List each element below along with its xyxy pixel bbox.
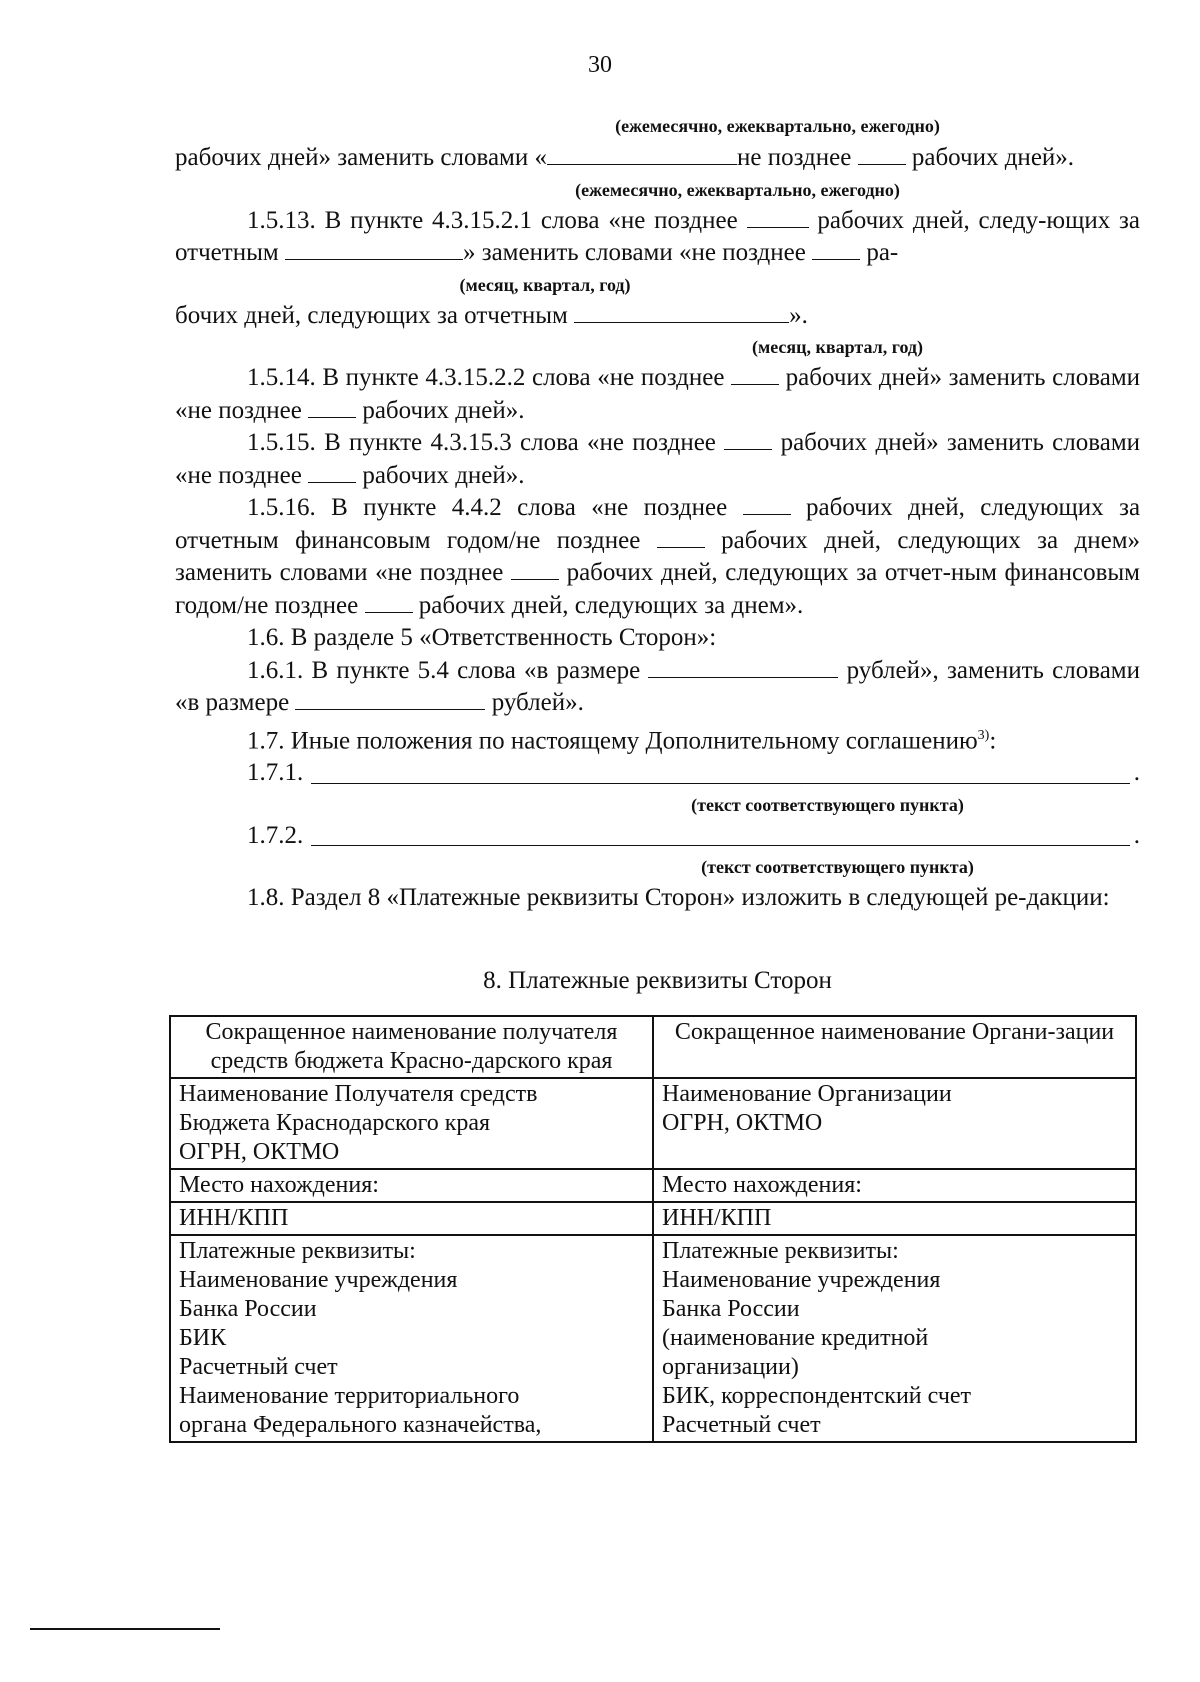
blank-line <box>858 142 906 165</box>
paragraph-1-6: 1.6. В разделе 5 «Ответственность Сторон»: <box>247 624 717 651</box>
footnote-separator <box>30 1628 220 1630</box>
paragraph-1-8: 1.8. Раздел 8 «Платежные реквизиты Сторон» изложить в следующей ре-дакции: <box>247 884 1110 912</box>
paragraph-1-7: 1.7. Иные положения по настоящему Дополнительному соглашению$^{3)}$: <box>247 726 997 754</box>
table-row <box>170 1016 1136 1078</box>
blank-line <box>731 362 779 385</box>
document-body <box>175 110 1140 1443</box>
table-cell: Наименование Получателя средств Бюджета Краснодарского края ОГРН, ОКТМО <box>170 1078 653 1169</box>
paragraph-1-5-14: 1.5.14. В пункте 4.3.15.2.2 слова «не позднее рабочих дней» заменить словами «не позднее рабочих дней». <box>175 364 1141 424</box>
caption-period-1: (ежемесячно, ежеквартально, ежегодно) <box>615 116 940 136</box>
table-cell: ИНН/КПП <box>653 1202 1136 1235</box>
table-row <box>170 1169 1136 1202</box>
blank-line <box>308 460 356 483</box>
caption-period-2: (ежемесячно, ежеквартально, ежегодно) <box>575 179 900 200</box>
paragraph-1-5-12-tail: рабочих дней» заменить словами « не позднее рабочих дней». <box>175 144 1075 171</box>
caption-month-quarter-year-2: (месяц, квартал, год) <box>751 337 924 357</box>
blank-line <box>285 237 463 260</box>
blank-line <box>308 395 356 418</box>
table-cell: Наименование Организации ОГРН, ОКТМО <box>653 1078 1136 1169</box>
blank-line <box>657 525 705 548</box>
blank-line <box>747 205 809 228</box>
table-row <box>170 1235 1136 1442</box>
table-cell: Сокращенное наименование Органи-зации <box>653 1016 1136 1078</box>
payment-details-table <box>169 1015 1137 1443</box>
blank-line <box>311 823 1130 846</box>
paragraph-1-5-16: 1.5.16. В пункте 4.4.2 слова «не позднее рабочих дней, следующих за отчетным финансовым годом/не позднее рабочих дней, следующих за днем» заменить словами «не позднее рабочих дней, следующих за отчет-ным финансовым годом/не позднее рабочих дней, следующих за днем». <box>175 494 1141 619</box>
paragraph-1-5-13-cont: бочих дней, следующих за отчетным ». <box>175 301 808 329</box>
paragraph-1-6-1: 1.6.1. В пункте 5.4 слова «в размере рублей», заменить словами «в размере рублей». <box>175 656 1140 716</box>
table-row <box>170 1202 1136 1235</box>
paragraph-1-7-1: 1.7.1. . <box>247 759 1140 787</box>
blank-line <box>311 761 1130 784</box>
table-cell: Место нахождения: <box>170 1169 653 1202</box>
caption-clause-text-1: (текст соответствующего пункта) <box>691 794 964 815</box>
paragraph-1-5-13: 1.5.13. В пункте 4.3.15.2.1 слова «не позднее рабочих дней, следу-ющих за отчетным » заменить словами «не позднее ра- <box>175 206 1141 266</box>
table-cell: Платежные реквизиты: Наименование учреждения Банка России БИК Расчетный счет Наименование территориального органа Федерального казначейства, <box>170 1235 653 1442</box>
caption-clause-text-2: (текст соответствующего пункта) <box>701 857 974 878</box>
blank-line <box>648 655 838 678</box>
table-row <box>170 1078 1136 1169</box>
blank-line <box>511 557 559 580</box>
table-cell: Сокращенное наименование получателя средств бюджета Красно-дарского края <box>170 1016 653 1078</box>
section-title: 8. Платежные реквизиты Сторон <box>483 966 832 994</box>
table-cell: Место нахождения: <box>653 1169 1136 1202</box>
page-number: 30 <box>588 52 612 78</box>
table-cell: ИНН/КПП <box>170 1202 653 1235</box>
blank-line <box>724 427 772 450</box>
blank-line <box>295 687 485 710</box>
table-cell: Платежные реквизиты: Наименование учреждения Банка России (наименование кредитной организации) БИК, корреспондентский счет Расчетный счет <box>653 1235 1136 1442</box>
blank-line <box>547 142 737 165</box>
caption-month-quarter-year-1: (месяц, квартал, год) <box>459 274 631 295</box>
blank-line <box>574 300 789 323</box>
blank-line <box>365 590 413 613</box>
paragraph-1-7-2: 1.7.2. . <box>247 821 1140 849</box>
paragraph-1-5-15: 1.5.15. В пункте 4.3.15.3 слова «не позднее рабочих дней» заменить словами «не позднее рабочих дней». <box>175 429 1141 489</box>
blank-line <box>743 492 791 515</box>
blank-line <box>812 237 860 260</box>
